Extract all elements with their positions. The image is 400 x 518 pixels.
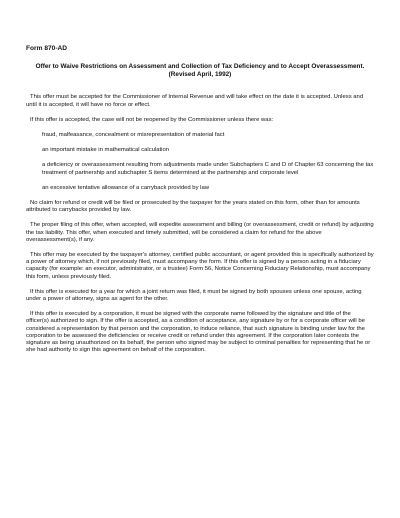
paragraph-reopen-conditions: If this offer is accepted, the case will not be reopened by the Commissioner unless there was: [30, 116, 274, 123]
condition-partnership-adjustments: a deficiency or overassessment resulting from adjustments made under Subchapters C and D of Chapter 63 concerning the tax treatment of partnership and subchapter S items determined at the partnership and corporate level [42, 162, 374, 176]
paragraph-attorney: This offer may be executed by the taxpayer's attorney, certified public accountant, or agent provided this is specifically authorized by a power of attorney which, if not previously filed, must accompany the form. If this offer is signed by a person acting in a fiduciary capacity (for example: an executor, administrator, or a trustee) Form 56, Notice Concerning Fiduciary Relationship, must accompany this form, unless previously filed. [26, 252, 374, 280]
paragraph-no-claim: No claim for refund or credit will be filed or prosecuted by the taxpayer for the years stated on this form, other than for amounts attributed to carrybacks provided by law. [26, 200, 360, 214]
condition-carryback: an excessive tentative allowance of a carryback provided by law [42, 184, 209, 191]
form-number: Form 870-AD [26, 45, 68, 52]
paragraph-acceptance: This offer must be accepted for the Commissioner of Internal Revenue and will take effect on the date it is accepted. Unless and until it is accepted, it will have no force or effect. [26, 94, 364, 108]
paragraph-proper-filing: The proper filing of this offer, when accepted, will expedite assessment and billing (or overassessment, credit or refund) by adjusting the tax liability. This offer, when executed and timely submitted, will be considered a claim for refund for the above overassessment(s), if any. [26, 222, 374, 243]
condition-math-mistake: an important mistake in mathematical calculation [42, 147, 170, 154]
paragraph-corporation: If this offer is executed by a corporation, it must be signed with the corporate name followed by the signature and title of the officer(s) authorized to sign. If the offer is accepted, as a condition of acceptance, any signature by or for a corporate officer will be considered a representation by that person and the corporation, to induce reliance, that such signature is binding under law for the corporation to be assessed the deficiencies or receive credit or refund under this agreement. If the corporation later contests the signature as being unauthorized on its behalf, the person who signed may be subject to criminal penalties for representing that he or she had authority to sign this agreement on behalf of the corporation. [26, 311, 371, 354]
title-line-2: (Revised April, 1992) [168, 71, 232, 79]
title-line-1: Offer to Waive Restrictions on Assessment and Collection of Tax Deficiency and to Accept Overassessment. [35, 63, 365, 70]
condition-fraud: fraud, malfeasance, concealment or misrepresentation of material fact [42, 132, 225, 139]
paragraph-joint-return: If this offer is executed for a year for which a joint return was filed, it must be signed by both spouses unless one spouse, acting under a power of attorney, signs as agent for the other. [26, 288, 362, 303]
document-title [26, 63, 374, 79]
